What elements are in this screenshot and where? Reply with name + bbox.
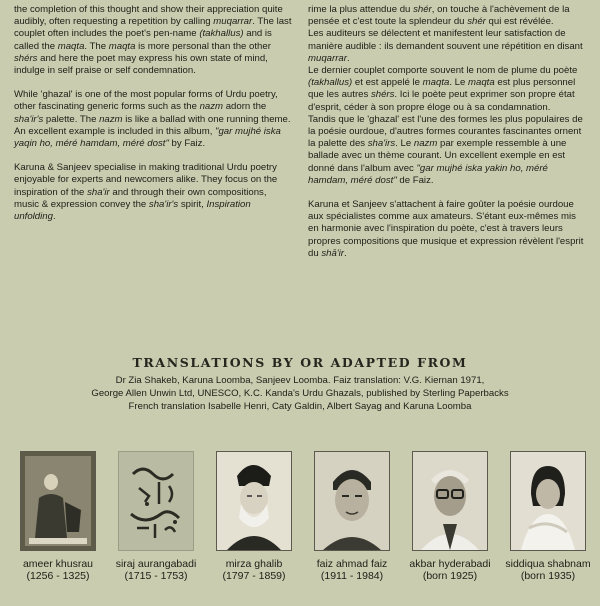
english-paragraph-2 xyxy=(14,89,294,150)
portrait-siddiqua-shabnam xyxy=(500,451,596,582)
italic-term: muqarrar xyxy=(213,16,253,28)
poet-dates: (born 1935) xyxy=(520,570,576,582)
portrait-photo-icon xyxy=(314,451,390,551)
text-run: Les auditeurs se délectent et manifestent leur satisfaction de manière audible : ils demandent souvent une répétition en disant xyxy=(308,28,583,52)
text-run: the completion of this thought and show their appreciation quite audibly, often requesting a repetition by calling xyxy=(14,4,283,28)
portrait-photo-icon xyxy=(216,451,292,551)
poet-dates: (1715 - 1753) xyxy=(124,570,188,582)
italic-term: (takhallus) xyxy=(199,28,244,40)
text-run: . The last couplet often includes the poet's pen-name xyxy=(14,16,292,40)
poet-name: siddiqua shabnam xyxy=(505,558,591,570)
french-paragraph-2 xyxy=(308,28,588,65)
italic-term: nazm xyxy=(413,138,438,150)
italic-term: maqta xyxy=(422,77,450,89)
italic-term: shérs xyxy=(14,52,38,64)
english-column xyxy=(14,4,294,235)
text-run: rime la plus attendue du xyxy=(308,4,414,15)
text-run: . xyxy=(343,247,347,259)
text-run: While 'ghazal' is one of the most popular forms of Urdu poetry, other fascinating generic forms such as the xyxy=(14,89,278,113)
text-run: . The xyxy=(84,40,109,52)
text-run: is more personal than the other xyxy=(135,40,271,52)
text-run: and is called the xyxy=(14,28,272,52)
calligraphy-icon xyxy=(118,451,194,551)
portrait-akbar-hyderabadi xyxy=(402,451,498,582)
text-run: est plus personnel que les autres xyxy=(308,77,576,101)
credit-line: French translation Isabelle Henri, Caty Galdin, Albert Sayag and Karuna Loomba xyxy=(128,401,472,412)
poet-dates: (born 1925) xyxy=(422,570,478,582)
text-run: spirit, xyxy=(178,198,207,210)
poet-name: akbar hyderabadi xyxy=(409,558,491,570)
text-run: et est appelé le xyxy=(352,77,423,89)
portrait-mirza-ghalib xyxy=(206,451,302,582)
miniature-painting-icon xyxy=(20,451,96,551)
text-run: . xyxy=(52,211,56,223)
portrait-photo-icon xyxy=(412,451,488,551)
text-run: qui est révélée. xyxy=(485,16,554,28)
poet-dates: (1911 - 1984) xyxy=(320,570,384,582)
italic-term: "gar mujhé iska yaqin ho, méré hamdam, méré dost" xyxy=(14,125,281,150)
italic-term: shérs xyxy=(370,89,395,101)
portrait-photo-icon xyxy=(510,451,586,551)
text-run: Karuna et Sanjeev s'attachent à faire goûter la poésie ourdoue aux spécialistes comme aux amateurs. S'étant eux-mêmes mis en harmonie avec l'inspiration du poète, c'est à travers leurs propres compositions que musique et expression révèlent l'esprit du xyxy=(308,199,584,259)
portrait-siraj-aurangabadi xyxy=(108,451,204,582)
poet-name: siraj aurangabadi xyxy=(115,558,197,570)
poet-dates: (1797 - 1859) xyxy=(222,570,286,582)
credit-line: Dr Zia Shakeb, Karuna Loomba, Sanjeev Loomba. Faiz translation: V.G. Kiernan 1971, xyxy=(115,375,485,386)
text-run: par exemple ressemble à une ballade avec un thème courant. Un excellent exemple en est donné dans l'album avec xyxy=(308,138,567,174)
portrait-ameer-khusrau xyxy=(10,451,106,582)
text-run: adorn the xyxy=(223,101,267,113)
text-run: , on touche à l'achèvement de la pensée et c'est toute la splendeur du xyxy=(308,4,570,28)
italic-term: nazm xyxy=(99,113,123,125)
italic-term: shér xyxy=(467,16,486,28)
italic-term: muqarrar xyxy=(308,52,347,64)
text-run: by Faiz. xyxy=(168,138,206,150)
translations-heading: TRANSLATIONS BY OR ADAPTED FROM xyxy=(132,355,468,370)
french-paragraph-4 xyxy=(308,114,588,187)
text-run: Le dernier couplet comporte souvent le nom de plume du poète xyxy=(308,65,578,77)
english-paragraph-3 xyxy=(14,162,294,223)
french-paragraph-5 xyxy=(308,199,588,260)
credit-line: George Allen Unwin Ltd, UNESCO, K.C. Kanda's Urdu Ghazals, published by Sterling Paperbacks xyxy=(91,388,509,399)
italic-term: maqta xyxy=(57,40,85,52)
poet-portraits xyxy=(10,451,595,601)
french-column xyxy=(308,4,588,260)
italic-term: sha'ir's xyxy=(14,113,44,125)
portrait-faiz-ahmad-faiz xyxy=(304,451,400,582)
text-run: de Faiz. xyxy=(396,174,434,186)
poet-name: faiz ahmad faiz xyxy=(316,558,388,570)
italic-term: sha'ir's xyxy=(148,198,179,210)
text-run: palette. The xyxy=(43,113,100,125)
italic-term: shā'ir xyxy=(321,247,344,259)
french-paragraph-3 xyxy=(308,65,588,114)
french-paragraph-1 xyxy=(308,4,588,28)
text-run: and here the poet may express his own state of mind, indulge in self praise or self condemnation. xyxy=(14,52,268,77)
text-run: . Le xyxy=(395,138,414,150)
italic-term: sha'irs xyxy=(367,138,396,150)
poet-name: ameer khusrau xyxy=(22,558,94,570)
text-run: is like a ballad with one running theme. An excellent example is included in this album, xyxy=(14,113,291,137)
text-run: . xyxy=(346,52,350,64)
text-run: . Ici le poète peut exprimer son propre état d'esprit, céder à son propre éloge ou à sa condamnation. xyxy=(308,89,575,113)
italic-term: Inspiration unfolding xyxy=(14,198,251,223)
poet-dates: (1256 - 1325) xyxy=(26,570,90,582)
text-run: . Le xyxy=(449,77,469,89)
italic-term: maqta xyxy=(468,77,495,89)
english-paragraph-1 xyxy=(14,4,294,77)
text-run: Tandis que le 'ghazal' est l'une des formes les plus populaires de la poésie ourdoue, d'autres formes courantes fascinantes ornent la palette des xyxy=(308,113,583,150)
translation-credits xyxy=(0,374,600,413)
poet-name: mirza ghalib xyxy=(225,558,283,570)
italic-term: "gar mujhé iska yakin ho, méré hamdam, méré dost" xyxy=(308,162,548,186)
italic-term: nazm xyxy=(199,101,224,113)
italic-term: maqta xyxy=(108,40,136,52)
text-run: and through their own compositions, music & expression convey the xyxy=(14,186,267,210)
italic-term: shér xyxy=(413,4,432,15)
italic-term: sha'ir xyxy=(87,186,110,198)
text-run: Karuna & Sanjeev specialise in making traditional Urdu poetry enjoyable for experts and newcomers alike. They focus on the inspiration of the xyxy=(14,162,278,198)
italic-term: (takhallus) xyxy=(308,77,353,89)
